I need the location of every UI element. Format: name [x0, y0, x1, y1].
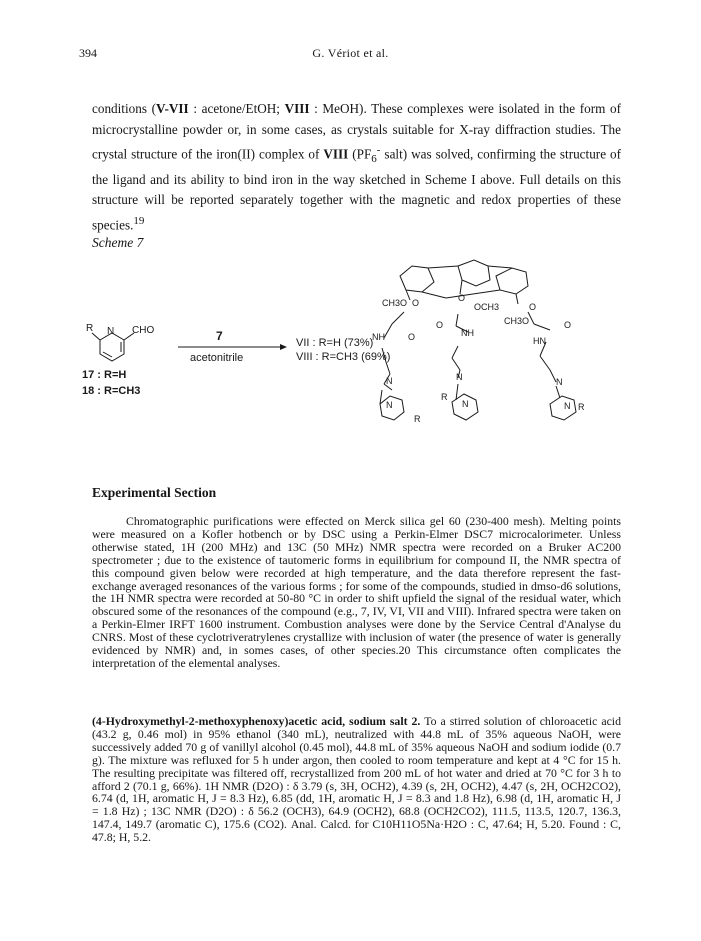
- n-pyridine-left: N: [386, 400, 393, 410]
- reactant-r-label: R: [86, 323, 94, 334]
- compound-2-title: (4-Hydroxymethyl-2-methoxyphenoxy)acetic acid, sodium salt 2.: [92, 714, 421, 728]
- page-number: 394: [79, 46, 97, 60]
- o-label-1: O: [412, 298, 420, 308]
- reagent-solvent-label: acetonitrile: [190, 352, 244, 364]
- n-imine-right: N: [556, 377, 563, 387]
- n-pyridine-center: N: [462, 399, 469, 409]
- n-pyridine-right: N: [564, 401, 571, 411]
- o-label-2: O: [458, 293, 466, 303]
- n-imine-center: N: [456, 372, 463, 382]
- reaction-arrow-head: [280, 344, 287, 350]
- running-header-authors: G. Vériot et al.: [312, 46, 389, 60]
- reactant-cho-label: CHO: [132, 325, 155, 336]
- o-label-4: O: [436, 320, 444, 330]
- och3-label: OCH3: [474, 302, 500, 312]
- r-label-center: R: [441, 392, 448, 402]
- reagent-number-label: 7: [216, 329, 223, 343]
- ch3o-right-label: CH3O: [504, 316, 530, 326]
- nh-left-label: NH: [372, 332, 385, 342]
- reference-marker: 19: [133, 215, 145, 227]
- r-label-right: R: [578, 402, 585, 412]
- reactant-17-label: 17 : R=H: [82, 369, 127, 381]
- o-label-3: O: [529, 302, 537, 312]
- product-viii-label: VIII : R=CH3 (69%): [296, 351, 391, 363]
- reactant-n-label: N: [107, 326, 115, 337]
- hn-right-label: HN: [533, 336, 546, 346]
- r-label-left: R: [414, 414, 421, 424]
- ch3o-left-label: CH3O: [382, 298, 408, 308]
- scheme-label: Scheme 7: [92, 235, 144, 250]
- experimental-section-title: Experimental Section: [92, 485, 217, 500]
- product-vii-label: VII : R=H (73%): [296, 337, 374, 349]
- reaction-scheme: [80, 254, 620, 444]
- experimental-general-paragraph: Chromatographic purifications were effected on Merck silica gel 60 (230-400 mesh). Melting points were measured on a Kofler hotbench or by DSC using a Perkin-Elmer DSC7 microcalorimeter. Unless otherwise stated, 1H (200 MHz) and 13C (50 MHz) NMR spectra were recorded on a Bruker AC200 spectrometer ; due to the existence of tautomeric forms in equilibrium for compound II, the NMR spectra of this compound given below were recorded at high temperature, and the data therefore represent the fast-exchange averaged resonances of the various forms ; for some of the compounds, studied in dmso-d6 solutions, the 1H NMR spectra were recorded at 50-80 °C in order to shift upfield the signal of the residual water, which obscured some of the resonances of the compound (e.g., 7, IV, VI, VII and VIII). Infrared spectra were taken on a Perkin-Elmer IRFT 1600 instrument. Combustion analyses were done by the Service Central d'Analyse du CNRS. Most of these cyclotriveratrylenes crystallize with inclusion of water (the presence of water is generally evidenced by NMR) and, in somes cases, of other species.20 This circumstance often complicates the interpretation of the elemental analyses.: [92, 514, 621, 670]
- compound-2-paragraph: (4-Hydroxymethyl-2-methoxyphenoxy)acetic acid, sodium salt 2. To a stirred solution of chloroacetic acid (43.2 g, 0.46 mol) in 95% ethanol (340 mL), neutralized with 44.8 mL of 35% aqueous NaOH, were successively added 70 g of vanillyl alcohol (0.45 mol), 44.8 mL of 35% aqueous NaOH and sodium iodide (0.7 g). The mixture was refluxed for 5 h under argon, then cooled to room temperature and kept at 4 °C for 15 h. The resulting precipitate was filtered off, recrystallized from 200 mL of hot water and dried at 70 °C for 3 h to afford 2 (70.1 g, 66%). 1H NMR (D2O) : δ 3.79 (s, 3H, OCH2), 4.39 (s, 2H, OCH2), 4.47 (s, 2H, OCH2CO2), 6.74 (d, 1H, aromatic H, J = 8.3 Hz), 6.85 (dd, 1H, aromatic H, J = 8.3 and 1.8 Hz), 6.98 (d, 1H, aromatic H, J = 1.8 Hz) ; 13C NMR (D2O) : δ 56.2 (OCH3), 64.9 (OCH2), 68.8 (OCH2CO2), 111.5, 113.5, 120.7, 136.3, 147.4, 149.7 (aromatic C), 175.6 (CO2). Anal. Calcd. for C10H11O5Na·H2O : C, 47.64; H, 5.20. Found : C, 47.8; H, 5.2.: [92, 714, 621, 845]
- reactant-structure: [92, 333, 134, 361]
- n-imine-left: N: [386, 376, 393, 386]
- nh-center-label: NH: [461, 328, 474, 338]
- o-label-5: O: [564, 320, 572, 330]
- reactant-18-label: 18 : R=CH3: [82, 385, 141, 397]
- o-label-6: O: [408, 332, 416, 342]
- intro-paragraph: conditions (V-VII : acetone/EtOH; VIII : MeOH). These complexes were isolated in the form of microcrystalline powder or, in some cases, as crystals suitable for X-ray diffraction studies. The crystal structure of the iron(II) complex of VIII ($PF_6^-$ salt) was solved, confirming the structure of the ligand and its ability to bind iron in the way sketched in Scheme I above. Full details on this structure will be reported separately together with the magnetic and redox properties of these species.$^{19}$: [92, 101, 621, 233]
